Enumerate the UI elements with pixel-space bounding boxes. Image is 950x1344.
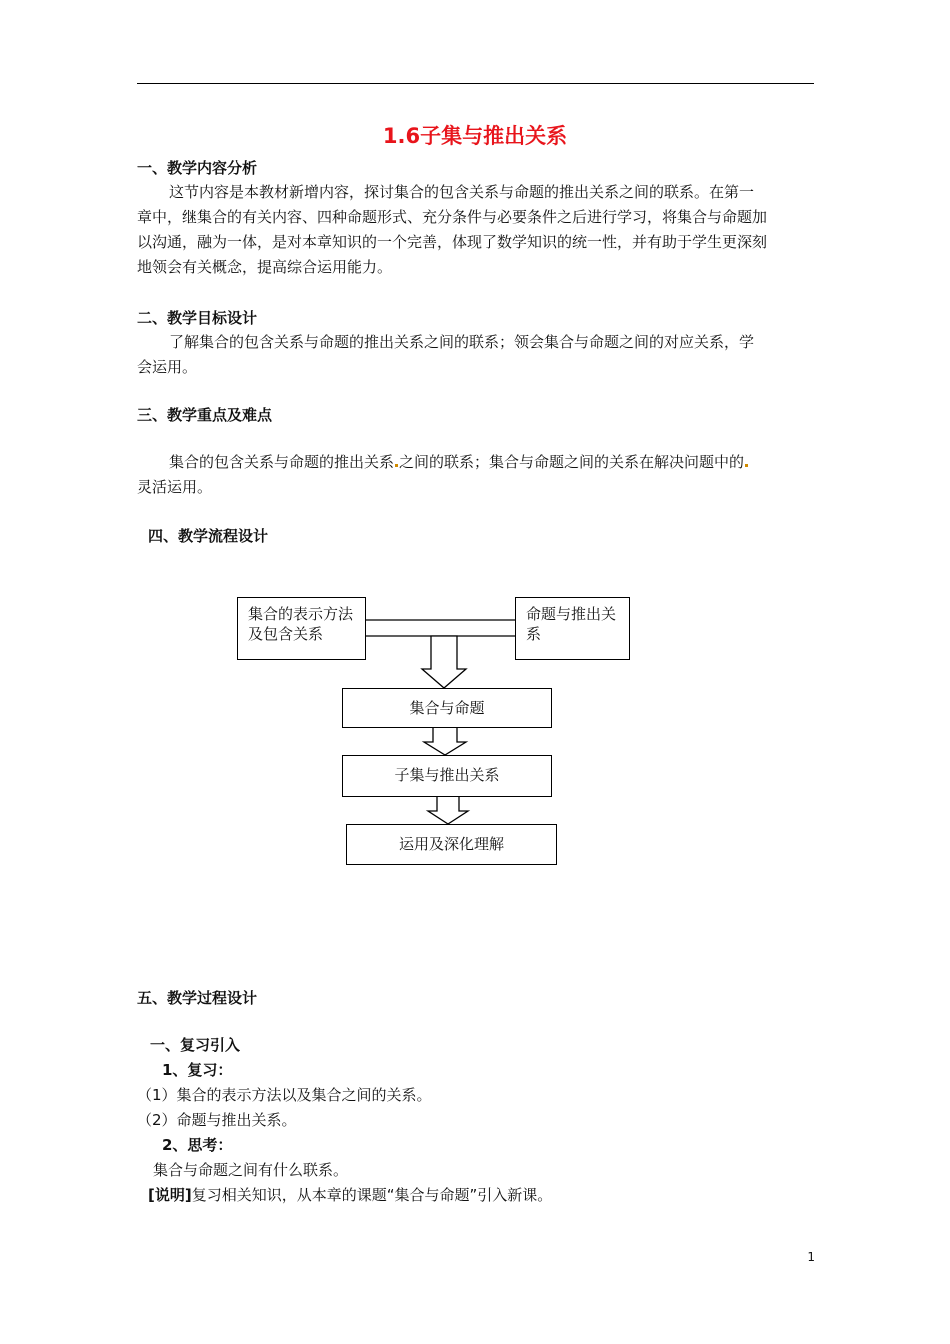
review-item-1: （1）集合的表示方法以及集合之间的关系。	[137, 1086, 432, 1104]
flow-box-proposition-inference: 命题与推出关系	[515, 597, 630, 660]
section-3-line-1	[137, 450, 817, 475]
section-5-heading: 五、教学过程设计	[137, 989, 258, 1007]
think-text: 集合与命题之间有什么联系。	[153, 1161, 349, 1179]
flow-box-subset-and-inference: 子集与推出关系	[342, 755, 552, 797]
section-3-line-1-part-a: 集合的包含关系与命题的推出关系	[169, 453, 395, 471]
section-1-line-1: 这节内容是本教材新增内容，探讨集合的包含关系与命题的推出关系之间的联系。在第一	[169, 183, 755, 201]
document-title: 1.6子集与推出关系	[382, 124, 568, 148]
review-label: 1、复习：	[162, 1061, 233, 1079]
section-4-heading: 四、教学流程设计	[148, 527, 269, 545]
flow-box-set-and-proposition: 集合与命题	[342, 688, 552, 728]
note-line	[148, 1184, 552, 1205]
page-number: 1	[807, 1250, 815, 1264]
section-1-paragraph	[137, 180, 817, 280]
note-label: [说明]	[148, 1186, 192, 1204]
comment-marker	[395, 464, 398, 467]
section-1-line-3: 以沟通，融为一体，是对本章知识的一个完善，体现了数学知识的统一性，并有助于学生更深刻	[137, 233, 768, 251]
section-1-line-2: 章中，继集合的有关内容、四种命题形式、充分条件与必要条件之后进行学习，将集合与命题加	[137, 208, 768, 226]
section-2-line-2: 会运用。	[137, 358, 198, 376]
section-3-line-1-part-b: 之间的联系；集合与命题之间的关系在解决问题中的	[399, 453, 745, 471]
comment-marker	[745, 464, 748, 467]
flow-box-application: 运用及深化理解	[346, 824, 557, 865]
section-3-paragraph	[137, 450, 817, 500]
flow-box-set-representation: 集合的表示方法及包含关系	[237, 597, 366, 660]
section-1-line-4: 地领会有关概念，提高综合运用能力。	[137, 258, 393, 276]
header-rule	[137, 83, 814, 84]
section-2-line-1: 了解集合的包含关系与命题的推出关系之间的联系；领会集合与命题之间的对应关系，学	[169, 333, 755, 351]
subsection-review-intro: 一、复习引入	[150, 1036, 241, 1054]
note-text: 复习相关知识，从本章的课题“集合与命题”引入新课。	[191, 1186, 553, 1204]
section-3-line-2: 灵活运用。	[137, 478, 213, 496]
section-2-heading: 二、教学目标设计	[137, 309, 258, 327]
think-label: 2、思考：	[162, 1136, 233, 1154]
section-2-paragraph	[137, 330, 817, 380]
section-3-heading: 三、教学重点及难点	[137, 406, 273, 424]
section-1-heading: 一、教学内容分析	[137, 159, 258, 177]
review-item-2: （2）命题与推出关系。	[137, 1111, 297, 1129]
